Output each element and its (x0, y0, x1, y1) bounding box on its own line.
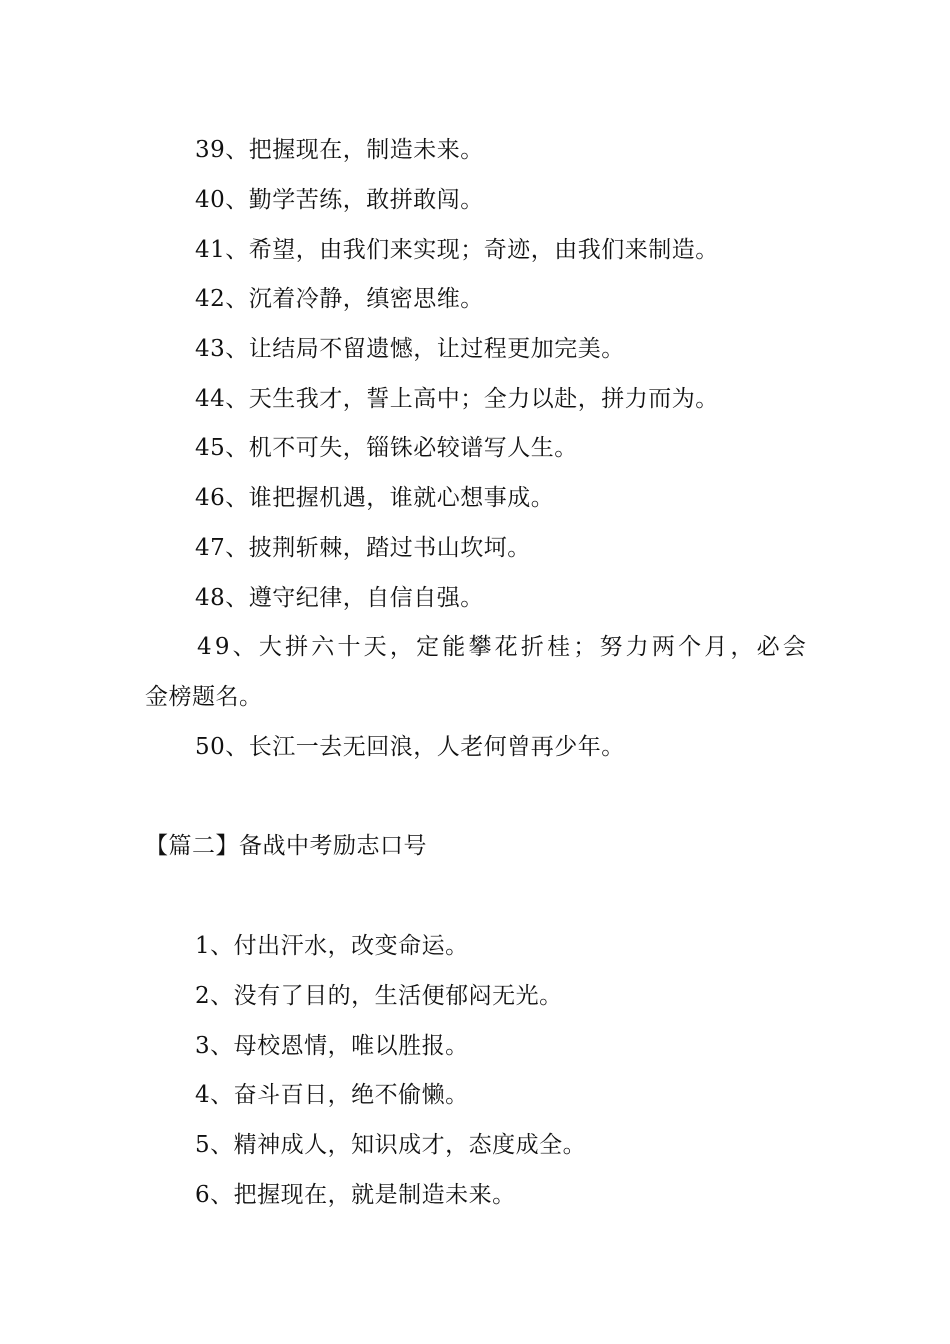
slogan-item-6: 6、把握现在，就是制造未来。 (195, 1182, 516, 1208)
slogan-item-46: 46、谁把握机遇，谁就心想事成。 (195, 485, 555, 511)
slogan-item-39: 39、把握现在，制造未来。 (195, 137, 484, 163)
slogan-item-2: 2、没有了目的，生活便郁闷无光。 (195, 983, 563, 1009)
slogan-item-49-line1: 49、大拼六十天，定能攀花折桂；努力两个月，必会 (197, 634, 810, 660)
slogan-item-49-line2: 金榜题名。 (145, 684, 263, 710)
slogan-item-45: 45、机不可失，锱铢必较谱写人生。 (195, 435, 578, 461)
slogan-item-42: 42、沉着冷静，缜密思维。 (195, 286, 484, 312)
slogan-item-43: 43、让结局不留遗憾，让过程更加完美。 (195, 336, 625, 362)
slogan-item-41: 41、希望，由我们来实现；奇迹，由我们来制造。 (195, 237, 719, 263)
slogan-item-50: 50、长江一去无回浪，人老何曾再少年。 (195, 734, 625, 760)
slogan-item-40: 40、勤学苦练，敢拼敢闯。 (195, 187, 484, 213)
slogan-item-3: 3、母校恩情，唯以胜报。 (195, 1033, 469, 1059)
slogan-item-4: 4、奋斗百日，绝不偷懒。 (195, 1082, 469, 1108)
slogan-item-44: 44、天生我才，誓上高中；全力以赴，拼力而为。 (195, 386, 719, 412)
slogan-item-5: 5、精神成人，知识成才，态度成全。 (195, 1132, 587, 1158)
slogan-item-47: 47、披荆斩棘，踏过书山坎坷。 (195, 535, 531, 561)
slogan-item-48: 48、遵守纪律，自信自强。 (195, 585, 484, 611)
slogan-item-1: 1、付出汗水，改变命运。 (195, 933, 469, 959)
section-heading: 【篇二】备战中考励志口号 (145, 833, 427, 859)
